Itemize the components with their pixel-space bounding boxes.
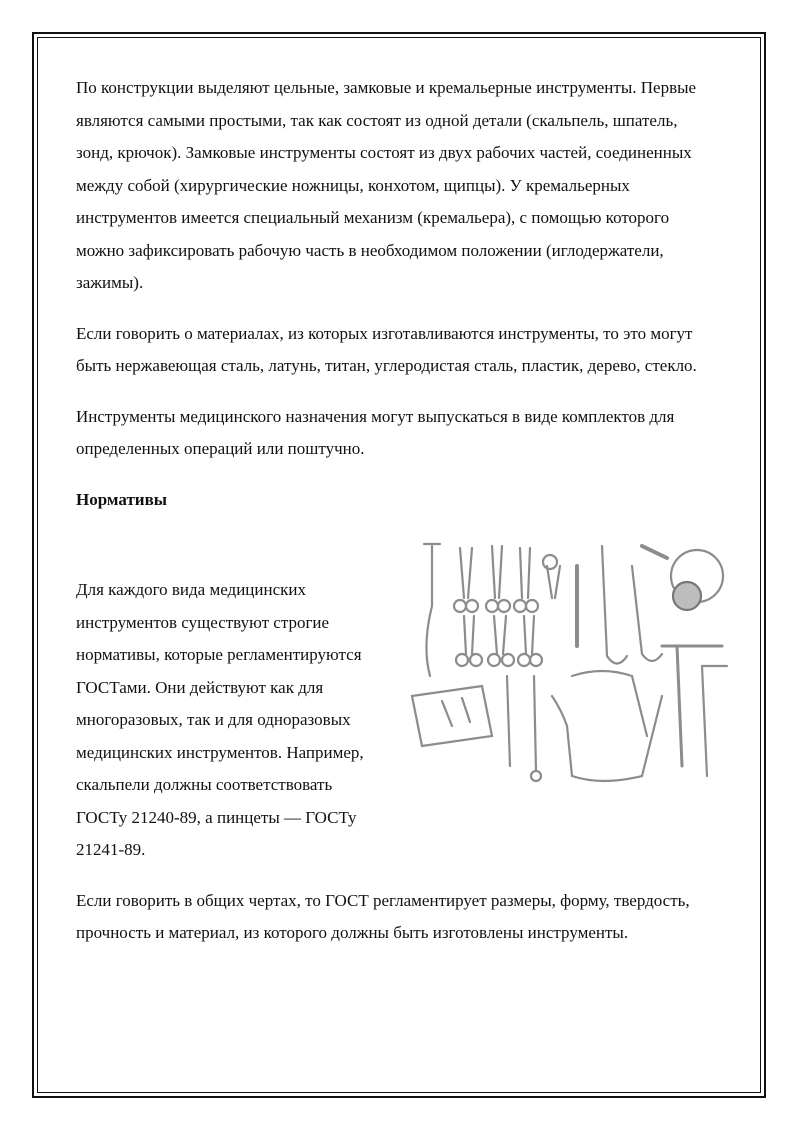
paragraph-sets: Инструменты медицинского назначения могут выпускаться в виде комплектов для определенных операций или поштучно. bbox=[76, 406, 675, 458]
document-body bbox=[76, 72, 716, 968]
paragraph-norms: Для каждого вида медицинских инструментов существуют строгие нормативы, которые регламентируются ГОСТами. Они действуют как для многоразовых, так и для одноразовых медицинских инструментов. Например, скальпели должны соответствовать ГОСТу 21240-89, а пинцеты — ГОСТу 21241-89. bbox=[76, 580, 364, 859]
surgical-instruments-icon bbox=[402, 536, 740, 798]
paragraph-materials: Если говорить о материалах, из которых изготавливаются инструменты, то это могут быть нержавеющая сталь, латунь, титан, углеродистая сталь, пластик, дерево, стекло. bbox=[76, 323, 697, 375]
surgical-instruments-image bbox=[402, 536, 740, 798]
paragraph-gost-summary: Если говорить в общих чертах, то ГОСТ регламентирует размеры, форму, твердость, прочность и материал, из которого должны быть изготовлены инструменты. bbox=[76, 890, 690, 942]
section-heading: Нормативы bbox=[76, 489, 168, 509]
paragraph-construction: По конструкции выделяют цельные, замковые и кремальерные инструменты. Первые являются самыми простыми, так как состоят из одной детали (скальпель, шпатель, зонд, крючок). Замковые инструменты состоят из двух рабочих частей, соединенных между собой (хирургические ножницы, конхотом, щипцы). У кремальерных инструментов имеется специальный механизм (кремальера), с помощью которого можно зафиксировать рабочую часть в необходимом положении (иглодержатели, зажимы). bbox=[76, 78, 697, 292]
